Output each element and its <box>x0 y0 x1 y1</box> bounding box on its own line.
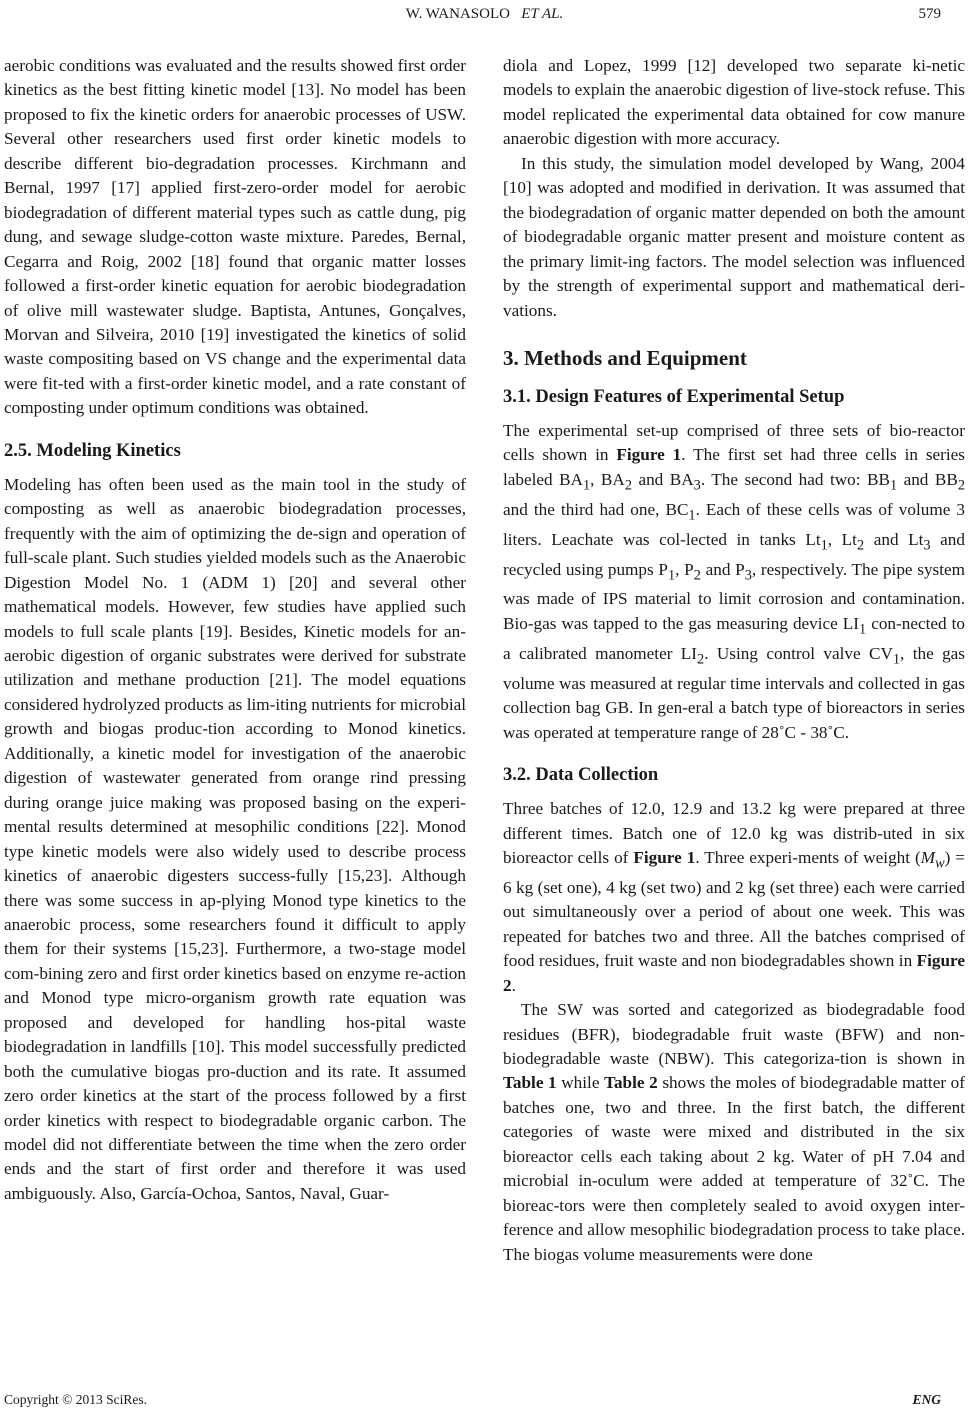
paragraph-design: The experimental set-up comprised of three sets of bio-reactor cells shown in Figure 1. The first set had three cells in series labeled $BA_1$, $BA_2$ and $BA_3$. The second had two: $BB_1$ and $BB_2$ and the third had one, $BC_1$. Each of these cells was of volume 3 liters. Leachate was col-lected in tanks $Lt_1$, $Lt_2$ and $Lt_3$ and recycled using pumps $P_1$, $P_2$ and $P_3$, respectively. The pipe system was made of IPS material to limit corrosion and contamination. Bio-gas was tapped to the gas measuring device $LI_1$ con-nected to a calibrated manometer $LI_2$. Using control valve $CV_1$, the gas volume was measured at regular time intervals and collected in gas collection bag GB. In gen-eral a batch type of bioreactors in series was operated at temperature range of 28˚C - 38˚C. <box>503 420 965 742</box>
right-column <box>503 54 965 1267</box>
page-footer <box>0 1392 969 1412</box>
section-heading-methods: 3. Methods and Equipment <box>503 345 747 370</box>
paragraph-modeling: Modeling has often been used as the main tool in the study of composting as well as anaerobic biodegradation processes, frequently with the aim of optimizing the de-sign and operation of full-scale plant. Such studies yielded models such as the Anaerobic Digestion Model No. 1 (ADM 1) [20] and several other mathematical models. However, few studies have applied such models to full scale plants [19]. Besides, Kinetic models for an-aerobic digestion of organic substrates were derived for substrate utilization and methane production [21]. The model equations considered hydrolyzed products as lim-iting nutrients for microbial growth and biogas produc-tion according to Monod kinetics. Additionally, a kinetic model for investigation of the anaerobic digestion of wastewater generated from orange rind pressing during orange juice making was proposed basing on the experi-mental results determined at mesophilic conditions [22]. Monod type kinetic models were also widely used to describe process kinetics of anaerobic digesters success-fully [15,23]. Although there was some success in ap-plying Monod type kinetics to the anaerobic process, some researchers found it difficult to apply them for their systems [15,23]. Furthermore, a two-stage model com-bining zero and first order kinetics based on enzyme re-action and Monod type micro-organism growth rate equation was proposed and developed for handling hos-pital waste biodegradation in landfills [10]. This model successfully predicted both the cumulative biogas pro-duction and its rate. It assumed zero order kinetics at the start of the process followed by a first order kinetics with respect to biodegradable organic carbon. The model did not differentiate between the time when the zero order ends and the start of first order and therefore it was used ambiguously. Also, García-Ochoa, Santos, Naval, Guar- <box>4 474 466 1203</box>
author-names: W. WANASOLO <box>405 6 510 22</box>
subsection-heading-data-collection: 3.2. Data Collection <box>503 765 659 786</box>
figure-ref[interactable]: Figure 1 <box>633 847 696 867</box>
paragraph-this-study: In this study, the simulation model developed by Wang, 2004 [10] was adopted and modified in derivation. It was assumed that the biodegradation of organic matter depended on both the amount of biodegradable organic matter present and moisture content as the primary limit-ing factors. The model selection was influenced by the strength of experimental support and mathematical deri-vations. <box>503 153 965 320</box>
running-header <box>0 0 969 30</box>
left-column <box>4 54 466 1206</box>
journal-abbrev: ENG <box>912 1392 941 1407</box>
et-al: ET AL. <box>521 6 564 22</box>
paragraph-first-order-kinetics: aerobic conditions was evaluated and the results showed first order kinetics as the best fitting kinetic model [13]. No model has been proposed to fix the kinetic orders for anaerobic processes of USW. Several other researchers used first order kinetic models to describe different bio-degradation processes. Kirchmann and Bernal, 1997 [17] applied first-zero-order model for aerobic biodegradation of different material types such as cattle dung, pig dung, and sewage sludge-cotton waste mixture. Paredes, Bernal, Cegarra and Roig, 2002 [18] found that organic matter losses followed a first-order kinetic equation for aerobic biodegradation of olive mill wastewater sludge. Baptista, Antunes, Gonçalves, Morvan and Silveira, 2010 [19] investigated the kinetics of solid waste compositing based on VS change and the experimental data were fit-ted with a first-order kinetic model, and a rate constant of composting under optimum conditions was obtained. <box>4 56 466 418</box>
running-head-authors <box>0 6 969 23</box>
table-ref[interactable]: Table 1 <box>503 1073 557 1093</box>
page-number: 579 <box>918 6 941 22</box>
paragraph-guardiola: diola and Lopez, 1999 [12] developed two separate ki-netic models to explain the anaerobic digestion of live-stock refuse. This model replicated the experimental data obtained for cow manure anaerobic digestion with more accuracy. <box>503 56 965 149</box>
section-heading-modeling-kinetics: 2.5. Modeling Kinetics <box>4 440 181 461</box>
subsection-heading-design: 3.1. Design Features of Experimental Setup <box>503 386 845 407</box>
copyright-notice: Copyright © 2013 SciRes. <box>4 1392 148 1407</box>
figure-ref[interactable]: Figure 2 <box>503 951 965 995</box>
paragraph-data-collection: Three batches of 12.0, 12.9 and 13.2 kg were prepared at three different times. Batch one of 12.0 kg was distrib-uted in six bioreactor cells of Figure 1. Three experi-ments of weight $(M_w) = 6$ kg (set one), 4 kg (set two) and 2 kg (set three) each were carried out simultaneously over a period of about one week. This was repeated for batches two and three. All the batches comprised of food residues, fruit waste and non biodegradables shown in Figure 2. <box>503 799 966 995</box>
figure-ref[interactable]: Figure 1 <box>616 445 682 465</box>
table-ref[interactable]: Table 2 <box>604 1073 658 1093</box>
paragraph-sorting: The SW was sorted and categorized as biodegradable food residues (BFR), biodegradable fruit waste (BFW) and non-biodegradable waste (NBW). This categoriza-tion is shown in Table 1 while Table 2 shows the moles of biodegradable matter of batches one, two and three. In the first batch, the different categories of waste were mixed and distributed in the six bioreactor cells each taking about 2 kg. Water of pH 7.04 and microbial in-oculum were added at temperature of 32˚C. The bioreac-tors were then completely sealed to avoid oxygen inter-ference and allow mesophilic biodegradation process to take place. The biogas volume measurements were done <box>503 1000 965 1264</box>
